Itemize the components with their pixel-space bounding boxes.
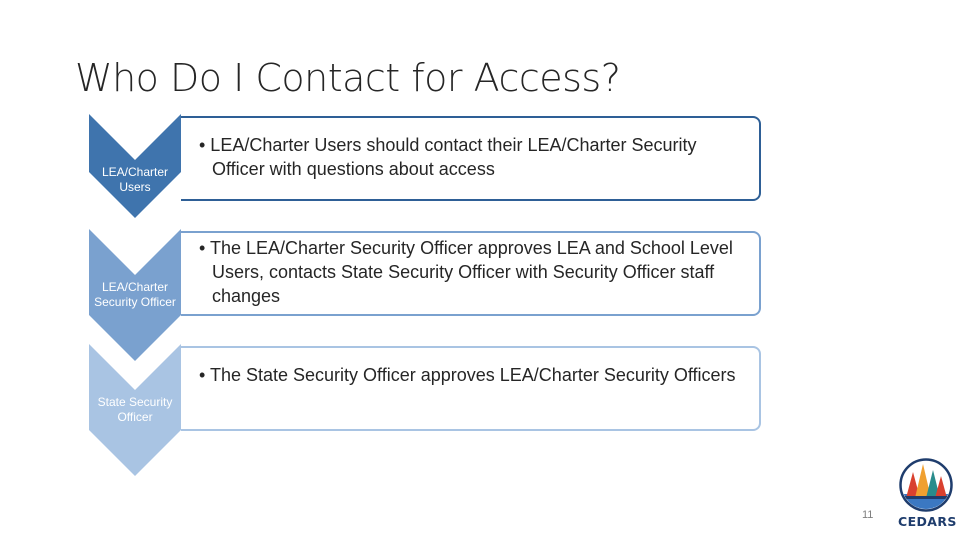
step-1-text: • LEA/Charter Users should contact their LEA/Charter Security Officer with questions about access [199, 135, 697, 179]
cedars-tree-icon [898, 458, 954, 512]
step-3-text: • The State Security Officer approves LEA/Charter Security Officers [199, 365, 736, 385]
step-3-box [181, 346, 761, 431]
chevron-step-2 [89, 229, 181, 361]
chevron-step-1 [89, 114, 181, 218]
step-2-box [181, 231, 761, 316]
step-1-label: LEA/Charter Users [101, 165, 169, 194]
slide-title: Who Do I Contact for Access? [75, 56, 621, 100]
step-1-box [181, 116, 761, 201]
page-number: 11 [862, 509, 874, 521]
step-2-label: LEA/Charter Security Officer [94, 280, 176, 309]
step-2-text: • The LEA/Charter Security Officer approves LEA and School Level Users, contacts State Security Officer with Security Officer staff changes [199, 238, 733, 306]
step-3-label: State Security Officer [97, 395, 173, 424]
cedars-wordmark: CEDARS [898, 514, 957, 529]
chevron-step-3 [89, 344, 181, 476]
cedars-logo [898, 458, 957, 529]
